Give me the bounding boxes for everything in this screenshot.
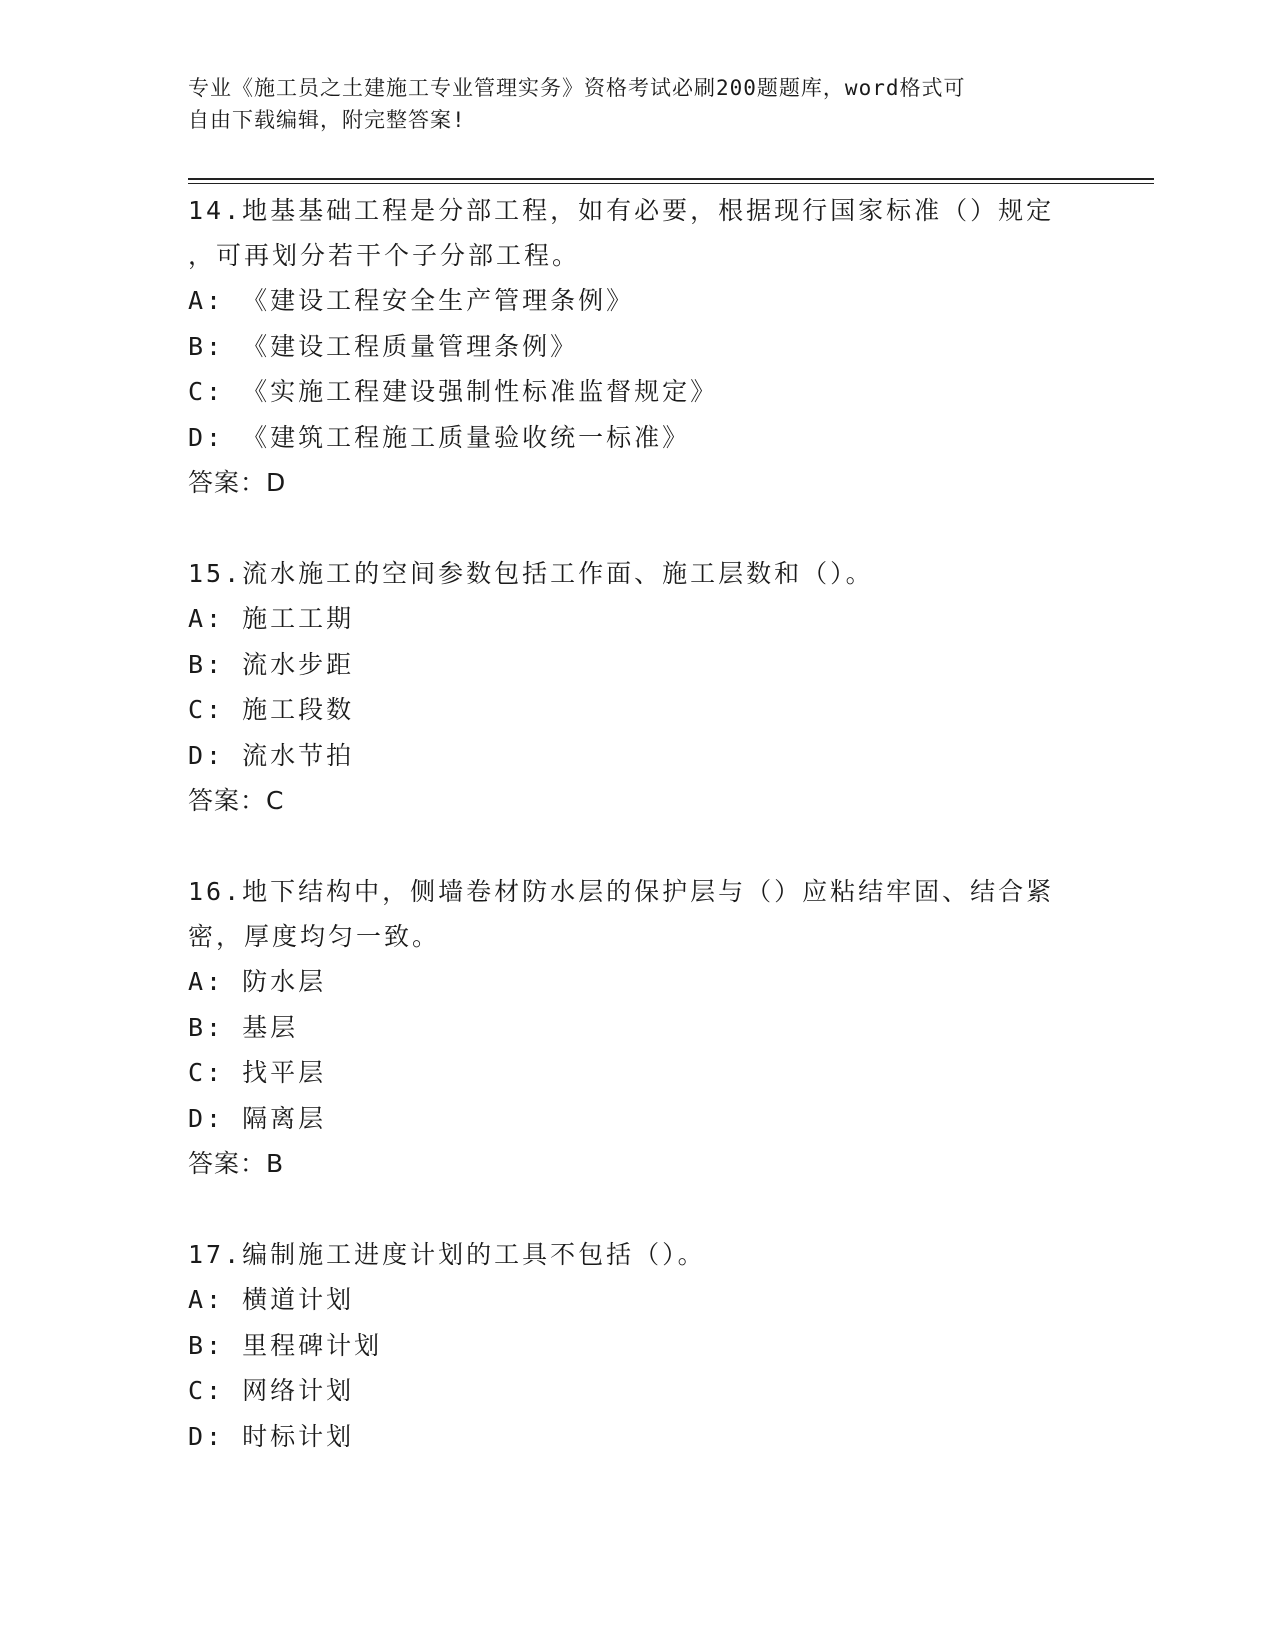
stem-line: 16.地下结构中，侧墙卷材防水层的保护层与（）应粘结牢固、结合紧 xyxy=(188,877,1055,906)
option-b: B: 流水步距 xyxy=(188,649,355,679)
stem-line: 15.流水施工的空间参数包括工作面、施工层数和（）。 xyxy=(188,559,874,588)
option-b: B: 里程碑计划 xyxy=(188,1330,383,1360)
option-b: B: 《建设工程质量管理条例》 xyxy=(188,331,579,361)
option-a: A: 防水层 xyxy=(188,967,327,996)
option-a: A: 横道计划 xyxy=(188,1285,355,1314)
stem-line: 密，厚度均匀一致。 xyxy=(188,922,441,951)
option-a: A: 施工工期 xyxy=(188,604,355,633)
header-line-1: 专业《施工员之土建施工专业管理实务》资格考试必刷200题题库，word格式可 xyxy=(188,76,966,100)
answer-label: 答案：D xyxy=(188,468,287,497)
question-stem xyxy=(188,869,1088,959)
option-d: D: 流水节拍 xyxy=(188,740,355,770)
stem-line: ，可再划分若干个子分部工程。 xyxy=(188,241,581,270)
option-c: C: 找平层 xyxy=(188,1058,327,1087)
option-c: C: 施工段数 xyxy=(188,695,355,724)
option-c: C: 《实施工程建设强制性标准监督规定》 xyxy=(188,377,719,406)
answer-label: 答案：B xyxy=(188,1149,285,1178)
question-stem xyxy=(188,551,1088,596)
document-header xyxy=(188,72,1068,136)
stem-line: 17.编制施工进度计划的工具不包括（）。 xyxy=(188,1240,706,1269)
stem-line: 14.地基基础工程是分部工程，如有必要，根据现行国家标准（）规定 xyxy=(188,196,1055,225)
answer-label: 答案：C xyxy=(188,786,285,815)
option-b: B: 基层 xyxy=(188,1012,299,1042)
question-stem xyxy=(188,1232,1088,1277)
header-divider-thick xyxy=(188,178,1154,180)
option-d: D: 《建筑工程施工质量验收统一标准》 xyxy=(188,422,691,452)
question-17 xyxy=(188,1232,1088,1459)
header-line-2: 自由下载编辑，附完整答案! xyxy=(188,108,466,132)
question-15 xyxy=(188,551,1088,823)
option-d: D: 时标计划 xyxy=(188,1421,355,1451)
question-stem xyxy=(188,188,1088,278)
question-list xyxy=(188,188,1088,1505)
question-16 xyxy=(188,869,1088,1186)
option-c: C: 网络计划 xyxy=(188,1376,355,1405)
question-14 xyxy=(188,188,1088,505)
header-divider-thin xyxy=(188,183,1154,184)
option-d: D: 隔离层 xyxy=(188,1103,327,1133)
option-a: A: 《建设工程安全生产管理条例》 xyxy=(188,286,635,315)
